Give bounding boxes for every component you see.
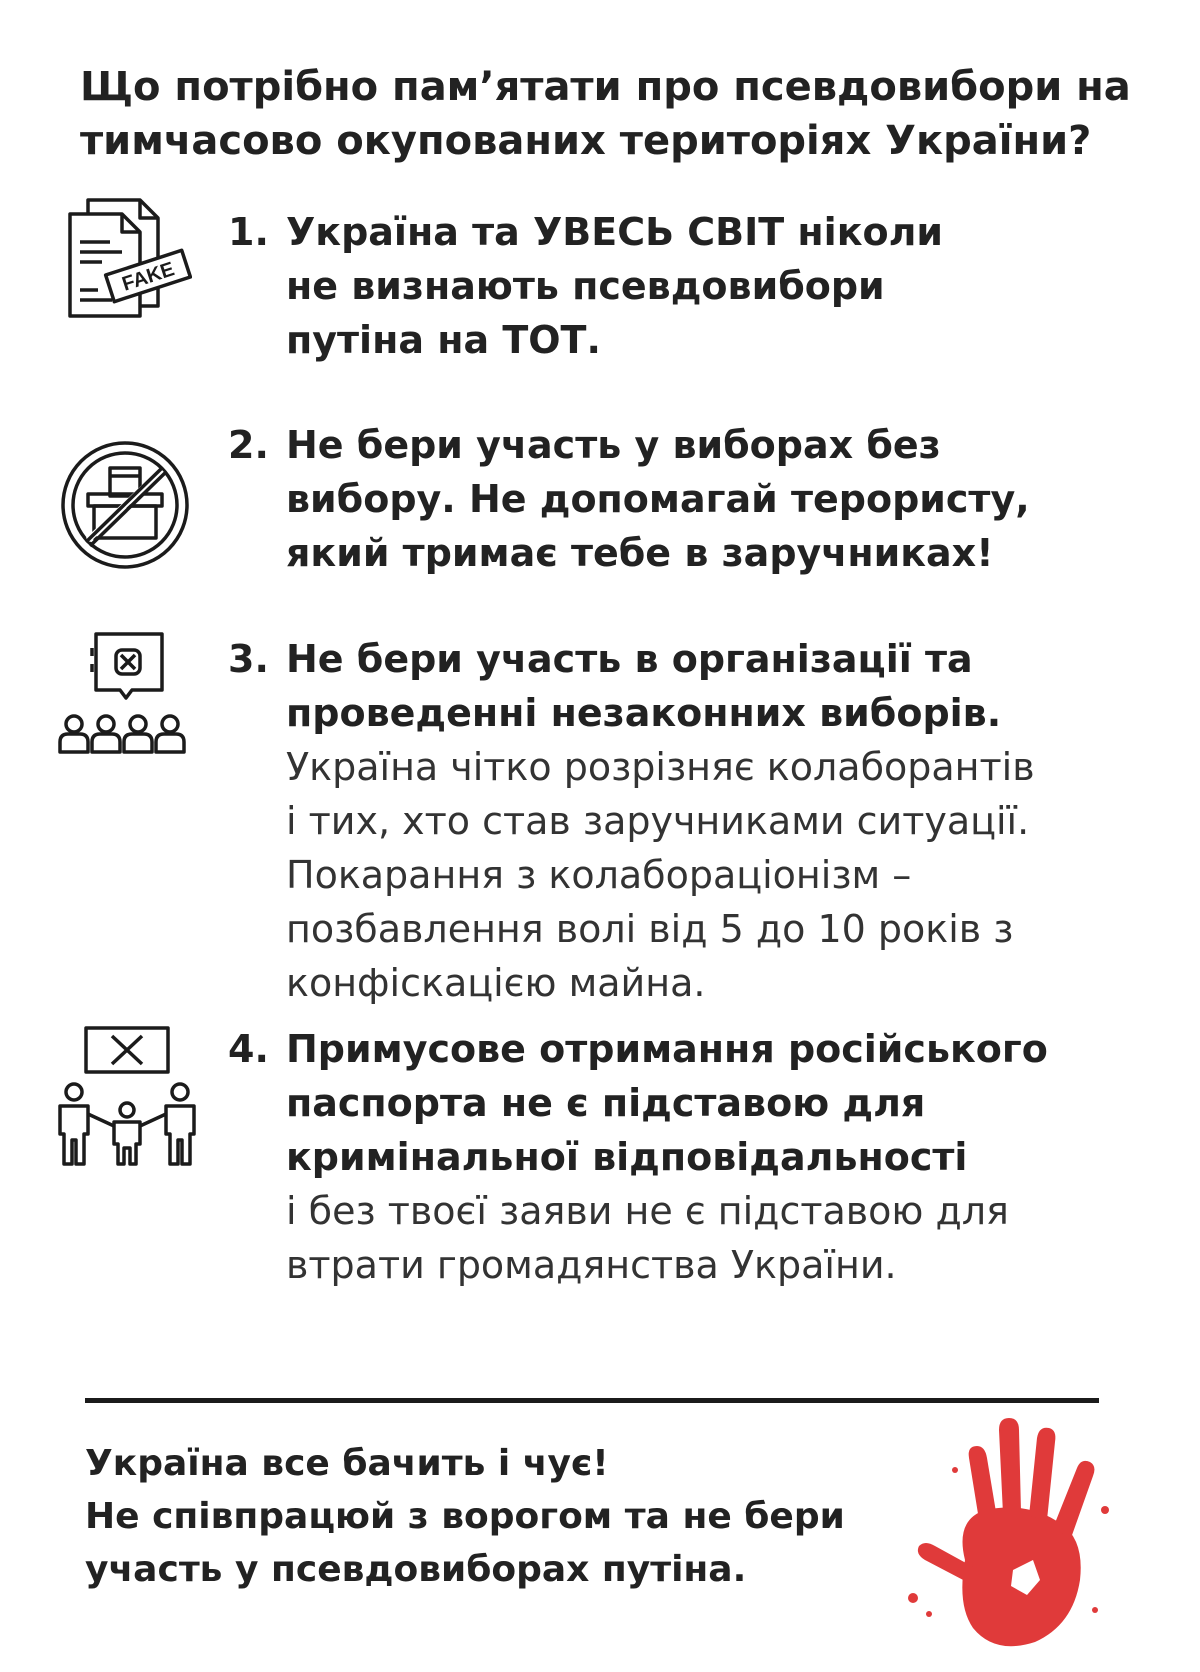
- item-1-number: 1.: [228, 210, 269, 254]
- item-2-text: Не бери участь у виборах без вибору. Не допомагай терористу, який тримає тебе в заручниках!: [286, 423, 1030, 575]
- family-rejected-icon: [52, 1022, 202, 1172]
- footer-line-1: Україна все бачить і чує!: [85, 1443, 609, 1484]
- item-1-text: Україна та УВЕСЬ СВІТ ніколи не визнають псевдовибори путіна на ТОТ.: [286, 210, 944, 362]
- footer-message: [85, 1437, 945, 1596]
- footer-line-3: участь у псевдовиборах путіна.: [85, 1549, 747, 1590]
- title-line-2: тимчасово окупованих територіях України?: [80, 118, 1092, 164]
- item-4-text: Примусове отримання російського паспорта не є підставою для кримінальної відповідальності і без твоєї заяви не є підставою для втрати громадянства України.: [286, 1027, 1048, 1287]
- item-2-number: 2.: [228, 423, 269, 467]
- red-handprint-icon: [895, 1410, 1145, 1664]
- item-4-number: 4.: [228, 1027, 269, 1071]
- item-3-text: Не бери участь в організації та проведенні незаконних виборів. Україна чітко розрізняє колаборантів і тих, хто став заручниками ситуації. Покарання з колабораціонізм – позбавлення волі від 5 до 10 років з конфіскацією майна.: [286, 637, 1035, 1005]
- fake-document-icon: [62, 190, 192, 320]
- item-3-number: 3.: [228, 637, 269, 681]
- no-ballot-box-icon: [58, 438, 192, 572]
- footer-line-2: Не співпрацюй з ворогом та не бери: [85, 1496, 845, 1537]
- title-line-1: Що потрібно пам’ятати про псевдовибори на: [80, 64, 1131, 110]
- page-title: [80, 60, 1140, 168]
- fake-stamp-text: FAKE: [119, 258, 178, 296]
- section-divider: [85, 1398, 1099, 1403]
- crowd-rejected-icon: [54, 628, 194, 760]
